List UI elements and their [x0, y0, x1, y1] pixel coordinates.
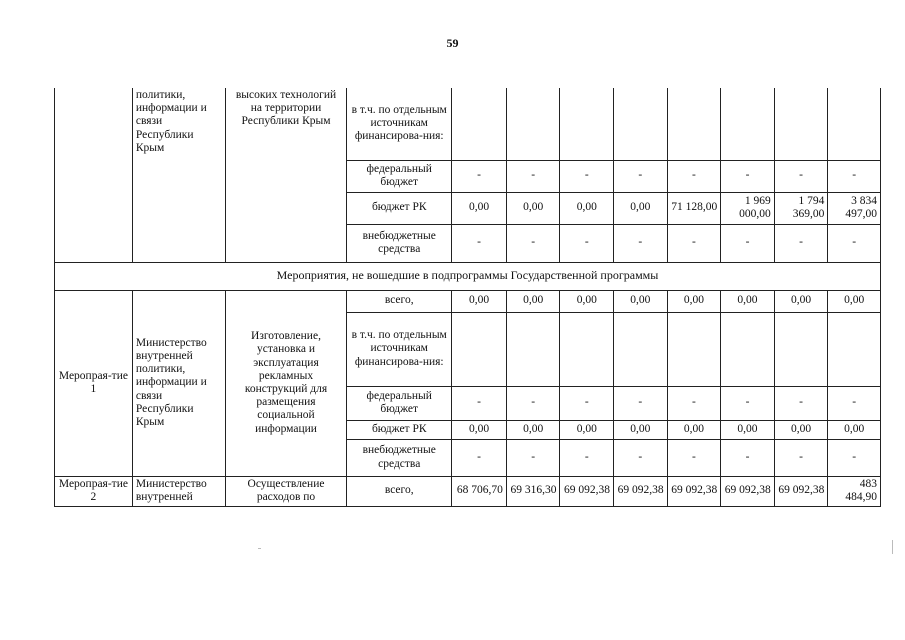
value-cell: - — [560, 160, 614, 192]
event-name-cell: Осуществление расходов по — [225, 476, 346, 506]
value-cell: - — [721, 160, 775, 192]
value-cell: 69 316,30 — [506, 476, 560, 506]
value-cell: 69 092,38 — [774, 476, 828, 506]
value-cell: - — [828, 386, 881, 420]
value-cell — [560, 312, 614, 386]
source-label: бюджет РК — [347, 192, 452, 224]
value-cell: - — [774, 439, 828, 476]
value-cell: - — [560, 224, 614, 262]
event-name-cell: Изготовление, установка и эксплуатация рекламных конструкций для размещения социальной информации — [225, 290, 346, 476]
value-cell — [614, 312, 668, 386]
value-cell — [721, 312, 775, 386]
value-cell: - — [667, 224, 721, 262]
table-row — [55, 476, 881, 506]
value-cell: 0,00 — [506, 290, 560, 312]
value-cell: - — [614, 386, 668, 420]
page-number: 59 — [446, 36, 459, 50]
value-cell: 69 092,38 — [667, 476, 721, 506]
value-cell — [560, 88, 614, 160]
value-cell: - — [452, 224, 507, 262]
value-cell: 71 128,00 — [667, 192, 721, 224]
source-label: бюджет РК — [347, 420, 452, 439]
value-cell: 0,00 — [452, 192, 507, 224]
value-cell — [506, 88, 560, 160]
value-cell: - — [828, 160, 881, 192]
value-cell: - — [667, 160, 721, 192]
value-cell: 0,00 — [614, 290, 668, 312]
value-cell — [667, 312, 721, 386]
value-cell: 69 092,38 — [721, 476, 775, 506]
value-cell — [774, 312, 828, 386]
value-cell: - — [721, 439, 775, 476]
section-title: Мероприятия, не вошедшие в подпрограммы Государственной программы — [55, 262, 881, 290]
source-label: внебюджетные средства — [347, 439, 452, 476]
source-label: в т.ч. по отдельным источникам финансирова-ния: — [347, 88, 452, 160]
value-cell: - — [614, 439, 668, 476]
value-cell: 0,00 — [667, 290, 721, 312]
value-cell: - — [452, 160, 507, 192]
value-cell: 0,00 — [560, 290, 614, 312]
value-cell — [828, 312, 881, 386]
value-cell: - — [774, 224, 828, 262]
value-cell — [774, 88, 828, 160]
value-cell: - — [506, 386, 560, 420]
value-cell — [721, 88, 775, 160]
value-cell — [452, 88, 507, 160]
value-cell: 0,00 — [614, 192, 668, 224]
program-table — [54, 88, 881, 507]
value-cell: - — [506, 160, 560, 192]
value-cell: 0,00 — [506, 420, 560, 439]
executor-cell: политики, информации и связи Республики Крым — [132, 88, 225, 262]
source-label: в т.ч. по отдельным источникам финансирова-ния: — [347, 312, 452, 386]
value-cell: - — [452, 386, 507, 420]
event-id-cell — [55, 88, 133, 262]
value-cell: - — [506, 439, 560, 476]
executor-cell: Министерство внутренней политики, информации и связи Республики Крым — [132, 290, 225, 476]
value-cell: - — [721, 386, 775, 420]
value-cell — [828, 88, 881, 160]
value-cell: - — [614, 160, 668, 192]
value-cell — [667, 88, 721, 160]
source-label: внебюджетные средства — [347, 224, 452, 262]
scan-speck — [892, 540, 893, 554]
value-cell: 0,00 — [614, 420, 668, 439]
value-cell: 68 706,70 — [452, 476, 507, 506]
value-cell: - — [667, 386, 721, 420]
value-cell: 0,00 — [667, 420, 721, 439]
value-cell: - — [721, 224, 775, 262]
event-id-cell: Меропрая-тие 1 — [55, 290, 133, 476]
value-cell: 0,00 — [774, 290, 828, 312]
table-row — [55, 88, 881, 160]
value-cell: 0,00 — [774, 420, 828, 439]
value-cell: 0,00 — [721, 420, 775, 439]
value-cell: 1 794 369,00 — [774, 192, 828, 224]
source-label: федеральный бюджет — [347, 386, 452, 420]
event-id-cell: Меропрая-тие 2 — [55, 476, 133, 506]
value-cell: 3 834 497,00 — [828, 192, 881, 224]
source-label: всего, — [347, 290, 452, 312]
value-cell — [506, 312, 560, 386]
source-label: всего, — [347, 476, 452, 506]
value-cell: 0,00 — [828, 290, 881, 312]
value-cell: - — [667, 439, 721, 476]
value-cell: - — [774, 160, 828, 192]
value-cell: 483 484,90 — [828, 476, 881, 506]
table-row — [55, 290, 881, 312]
value-cell: 69 092,38 — [614, 476, 668, 506]
value-cell: 69 092,38 — [560, 476, 614, 506]
value-cell: - — [614, 224, 668, 262]
source-label: федеральный бюджет — [347, 160, 452, 192]
scan-speck — [258, 548, 261, 549]
value-cell: 0,00 — [721, 290, 775, 312]
value-cell: 0,00 — [452, 420, 507, 439]
value-cell: 1 969 000,00 — [721, 192, 775, 224]
value-cell: - — [828, 439, 881, 476]
table-row — [55, 262, 881, 290]
value-cell: 0,00 — [452, 290, 507, 312]
event-name-cell: высоких технологий на территории Республики Крым — [225, 88, 346, 262]
executor-cell: Министерство внутренней — [132, 476, 225, 506]
value-cell: - — [506, 224, 560, 262]
value-cell: 0,00 — [560, 192, 614, 224]
value-cell — [614, 88, 668, 160]
value-cell: 0,00 — [506, 192, 560, 224]
value-cell: - — [828, 224, 881, 262]
value-cell: 0,00 — [828, 420, 881, 439]
value-cell — [452, 312, 507, 386]
value-cell: - — [774, 386, 828, 420]
value-cell: - — [560, 439, 614, 476]
value-cell: 0,00 — [560, 420, 614, 439]
value-cell: - — [452, 439, 507, 476]
value-cell: - — [560, 386, 614, 420]
